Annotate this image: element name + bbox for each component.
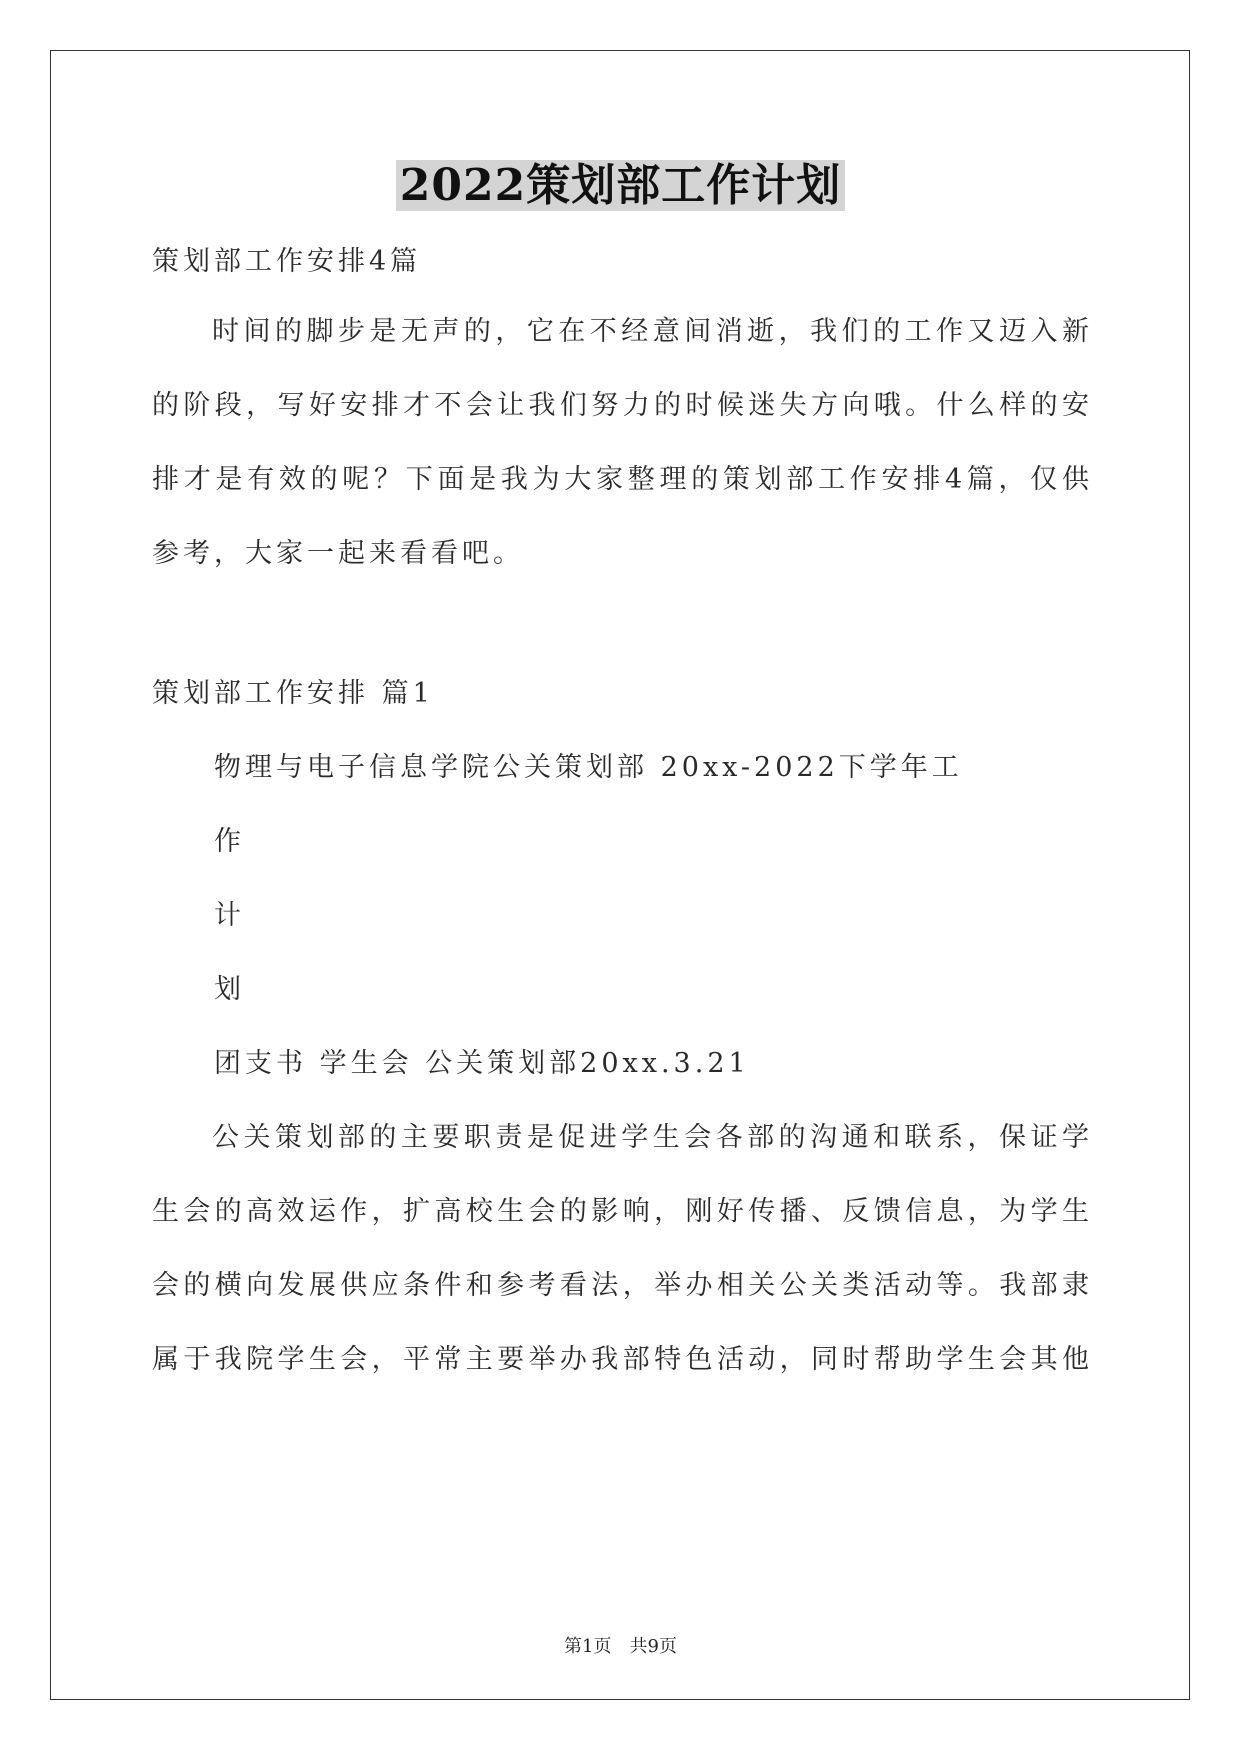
intro-line-3: 排才是有效的呢？下面是我为大家整理的策划部工作安排4篇，仅供 (152, 464, 1092, 495)
body-line-4: 属于我院学生会，平常主要举办我部特色活动，同时帮助学生会其他 (152, 1344, 1092, 1375)
intro-line-1: 时间的脚步是无声的，它在不经意间消逝，我们的工作又迈入新 (212, 316, 1092, 347)
body-line-2: 生会的高效运作，扩高校生会的影响，刚好传播、反馈信息，为学生 (152, 1196, 1092, 1227)
plan-title-char-3: 划 (214, 974, 245, 1005)
page-number: 第1页 共9页 (564, 1636, 677, 1657)
plan-title-line: 物理与电子信息学院公关策划部 20xx-2022下学年工 (214, 752, 963, 783)
document-title (0, 158, 1241, 214)
author-line: 团支书 学生会 公关策划部20xx.3.21 (214, 1048, 750, 1079)
plan-title-char-1: 作 (214, 826, 245, 857)
plan-title-char-2: 计 (214, 900, 245, 931)
body-line-3: 会的横向发展供应条件和参考看法，举办相关公关类活动等。我部隶 (152, 1270, 1092, 1301)
intro-line-4: 参考，大家一起来看看吧。 (152, 538, 524, 569)
intro-line-2: 的阶段，写好安排才不会让我们努力的时候迷失方向哦。什么样的安 (152, 390, 1092, 421)
section-heading: 策划部工作安排 篇1 (152, 678, 434, 709)
body-line-1: 公关策划部的主要职责是促进学生会各部的沟通和联系，保证学 (212, 1122, 1092, 1153)
page-footer (0, 1632, 1241, 1658)
page-frame (50, 50, 1190, 1700)
document-title-text: 2022策划部工作计划 (396, 160, 845, 211)
subtitle: 策划部工作安排4篇 (152, 246, 422, 277)
